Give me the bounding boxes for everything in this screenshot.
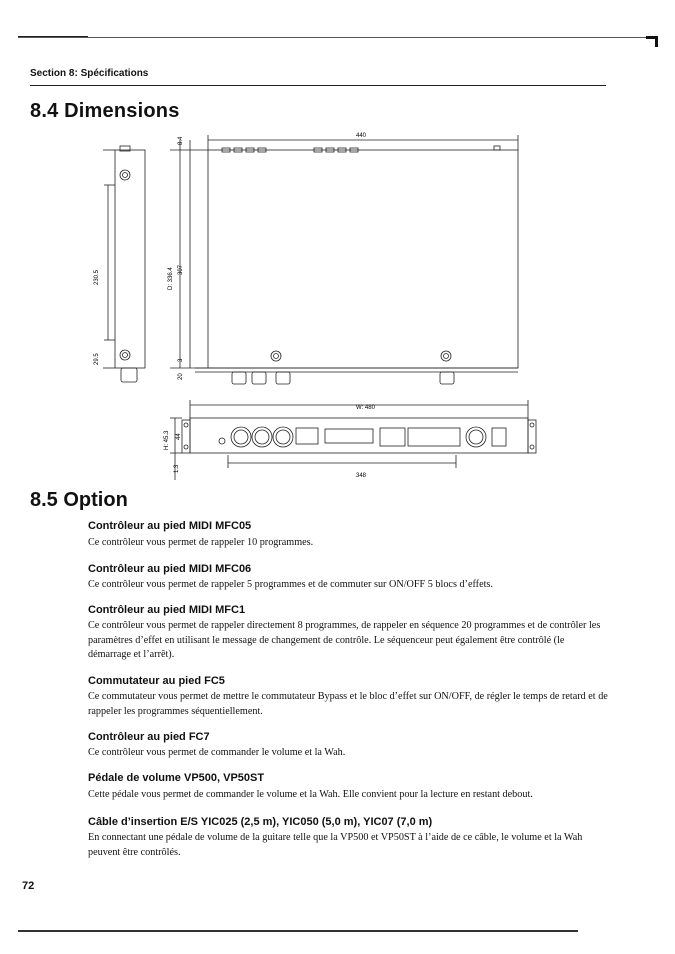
option-title: Pédale de volume VP500, VP50ST xyxy=(88,772,265,784)
dim-307: 307 xyxy=(178,264,184,275)
option-title: Contrôleur au pied MIDI MFC1 xyxy=(88,604,246,616)
option-desc: Cette pédale vous permet de commander le volume et la Wah. Elle convient pour la lecture en restant debout. xyxy=(88,789,533,800)
heading-option: 8.5 Option xyxy=(30,489,128,511)
dim-230-5: 230.5 xyxy=(94,269,100,285)
dim-1-3: 1.3 xyxy=(174,464,180,473)
dim-3: 3 xyxy=(178,358,184,362)
option-desc: Ce commutateur vous permet de mettre le commutateur Bypass et le bloc d’effet sur ON/OFF, de régler le temps de retard et de rappeler les programmes séquentiellement. xyxy=(88,691,608,717)
option-desc: Ce contrôleur vous permet de rappeler 10 programmes. xyxy=(88,537,314,548)
dim-29-5: 29.5 xyxy=(94,353,100,365)
dim-480: W: 480 xyxy=(356,405,375,411)
section-header: Section 8: Spécifications xyxy=(30,68,149,79)
side-view-body xyxy=(115,150,145,368)
dim-h: H: 45.3 xyxy=(164,430,170,450)
option-title: Commutateur au pied FC5 xyxy=(88,675,225,687)
top-view-body xyxy=(208,150,518,368)
option-title: Contrôleur au pied MIDI MFC06 xyxy=(88,563,252,575)
heading-dimensions: 8.4 Dimensions xyxy=(30,100,180,122)
option-desc: Ce contrôleur vous permet de rappeler 5 programmes et de commuter sur ON/OFF 5 blocs d’effets. xyxy=(88,579,493,590)
dim-348: 348 xyxy=(356,473,367,479)
dim-20: 20 xyxy=(178,373,184,380)
front-view-body xyxy=(190,418,528,453)
dim-8-4: 8.4 xyxy=(178,136,184,145)
option-title: Câble d’insertion E/S YIC025 (2,5 m), YIC050 (5,0 m), YIC07 (7,0 m) xyxy=(88,816,433,828)
option-desc: En connectant une pédale de volume de la guitare telle que la VP500 et VP50ST à l’aide de ce câble, le volume et la Wah peuvent être contrôlés. xyxy=(88,832,583,858)
dim-44: 44 xyxy=(176,433,182,440)
dim-d: D: 336.4 xyxy=(168,267,174,290)
dim-440: 440 xyxy=(356,133,367,139)
bottom-rule xyxy=(18,930,578,932)
page-number: 72 xyxy=(22,880,35,892)
option-desc: Ce contrôleur vous permet de commander le volume et la Wah. xyxy=(88,747,346,758)
option-title: Contrôleur au pied MIDI MFC05 xyxy=(88,520,252,532)
option-desc: Ce contrôleur vous permet de rappeler directement 8 programmes, de rappeler en séquence 20 programmes et de contrôler les paramètres d’effet en utilisant le message de changement de contrôle. Le séquenceur peut également être contrôlé (le démarrage et l’arrêt). xyxy=(88,620,601,660)
option-title: Contrôleur au pied FC7 xyxy=(88,731,210,743)
